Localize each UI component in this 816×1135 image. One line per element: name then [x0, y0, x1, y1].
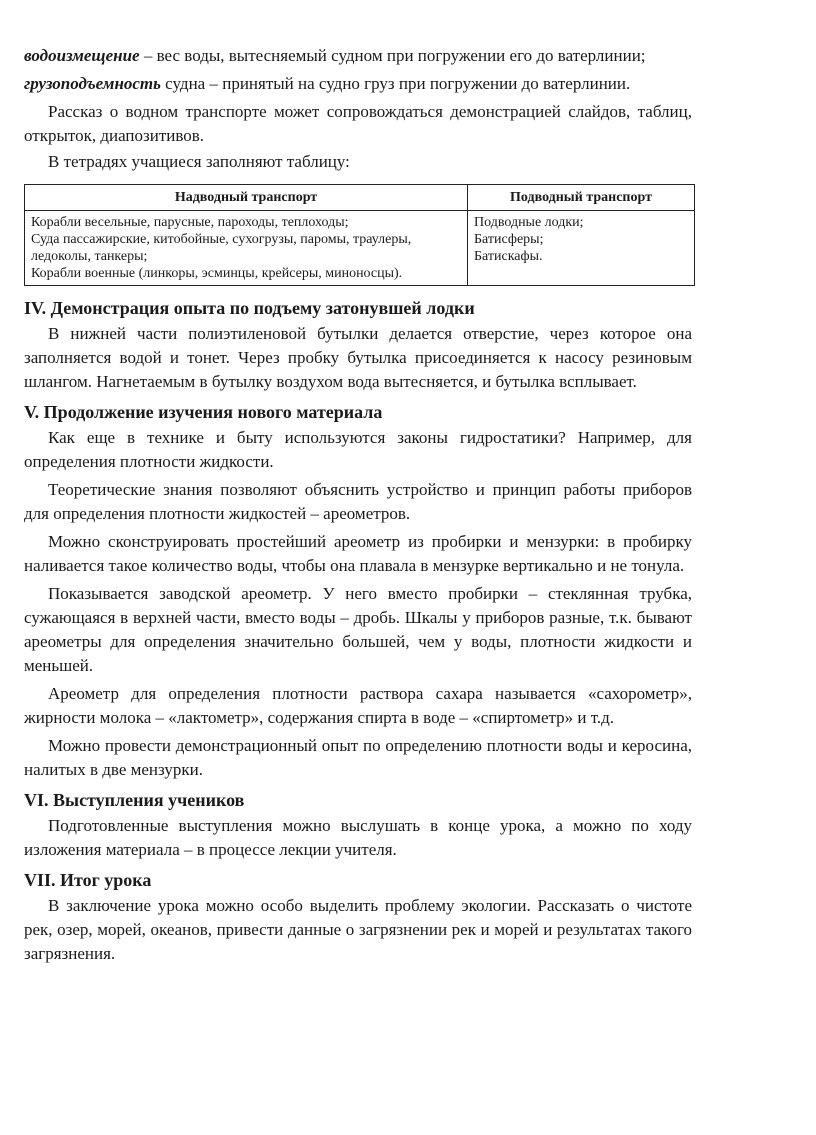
cell-line: Суда пассажирские, китобойные, сухогрузы, паромы, траулеры, ледоколы, танкеры;: [31, 232, 412, 264]
transport-table: [24, 184, 695, 286]
section-heading: IV. Демонстрация опыта по подъему затонувшей лодки: [24, 298, 475, 318]
section-heading: V. Продолжение изучения нового материала: [24, 402, 383, 422]
term-displacement: водоизмещение: [24, 46, 140, 65]
paragraph: Ареометр для определения плотности раствора сахара называется «сахорометр», жирности молока – «лактометр», содержания спирта в воде – «спиртометр» и т.д.: [24, 684, 692, 727]
definition-displacement: [24, 44, 692, 68]
cell-line: Батискафы.: [474, 249, 543, 264]
cell-line: Корабли военные (линкоры, эсминцы, крейсеры, миноносцы).: [31, 266, 403, 281]
paragraph: В нижней части полиэтиленовой бутылки делается отверстие, через которое она заполняется водой и тонет. Через пробку бутылка присоединяется к насосу резиновым шлангом. Нагнетаемым в бутылку воздухом вода вытесняется, и бутылка всплывает.: [24, 324, 692, 391]
paragraph: Рассказ о водном транспорте может сопровождаться демонстрацией слайдов, таблиц, открыток, диапозитивов.: [24, 102, 692, 145]
cell-line: Батисферы;: [474, 232, 544, 247]
definition-capacity: [24, 72, 692, 96]
cell-line: Корабли весельные, парусные, пароходы, теплоходы;: [31, 215, 349, 230]
transport-table-wrapper: [24, 184, 692, 286]
section-heading: VI. Выступления учеников: [24, 790, 245, 810]
table-header-row: [25, 185, 695, 211]
term-capacity: грузоподъемность: [24, 74, 161, 93]
section-iv: [24, 296, 692, 394]
section-heading: VII. Итог урока: [24, 870, 152, 890]
paragraph: Подготовленные выступления можно выслушать в конце урока, а можно по ходу изложения материала – в процессе лекции учителя.: [24, 816, 692, 859]
definition-text: – вес воды, вытесняемый судном при погружении его до ватерлинии;: [139, 46, 646, 65]
paragraph: Можно сконструировать простейший ареометр из пробирки и мензурки: в пробирку наливается такое количество воды, чтобы она плавала в мензурке вертикально и не тонула.: [24, 532, 692, 575]
definition-text: судна – принятый на судно груз при погружении до ватерлинии.: [160, 74, 631, 93]
table-cell-surface: [25, 211, 468, 286]
cell-line: Подводные лодки;: [474, 215, 584, 230]
section-v: [24, 400, 692, 782]
section-vi: [24, 788, 692, 862]
paragraph: В тетрадях учащиеся заполняют таблицу:: [48, 152, 350, 171]
table-row: [25, 211, 695, 286]
paragraph: Показывается заводской ареометр. У него вместо пробирки – стеклянная трубка, сужающаяся в верхней части, вместо воды – дробь. Шкалы у приборов разные, т.к. бывают ареометры для определения значительно большей, чем у воды, плотности жидкости и меньшей.: [24, 584, 692, 675]
paragraph: Можно провести демонстрационный опыт по определению плотности воды и керосина, налитых в две мензурки.: [24, 736, 692, 779]
paragraph: В заключение урока можно особо выделить проблему экологии. Рассказать о чистоте рек, озер, морей, океанов, привести данные о загрязнении рек и морей и результатах такого загрязнения.: [24, 896, 692, 963]
document-page: [24, 44, 692, 970]
section-vii: [24, 868, 692, 966]
table-cell-underwater: [468, 211, 695, 286]
table-header-underwater: Подводный транспорт: [468, 185, 695, 211]
table-header-surface: Надводный транспорт: [25, 185, 468, 211]
paragraph: Как еще в технике и быту используются законы гидростатики? Например, для определения плотности жидкости.: [24, 428, 692, 471]
paragraph: Теоретические знания позволяют объяснить устройство и принцип работы приборов для определения плотности жидкостей – ареометров.: [24, 480, 692, 523]
